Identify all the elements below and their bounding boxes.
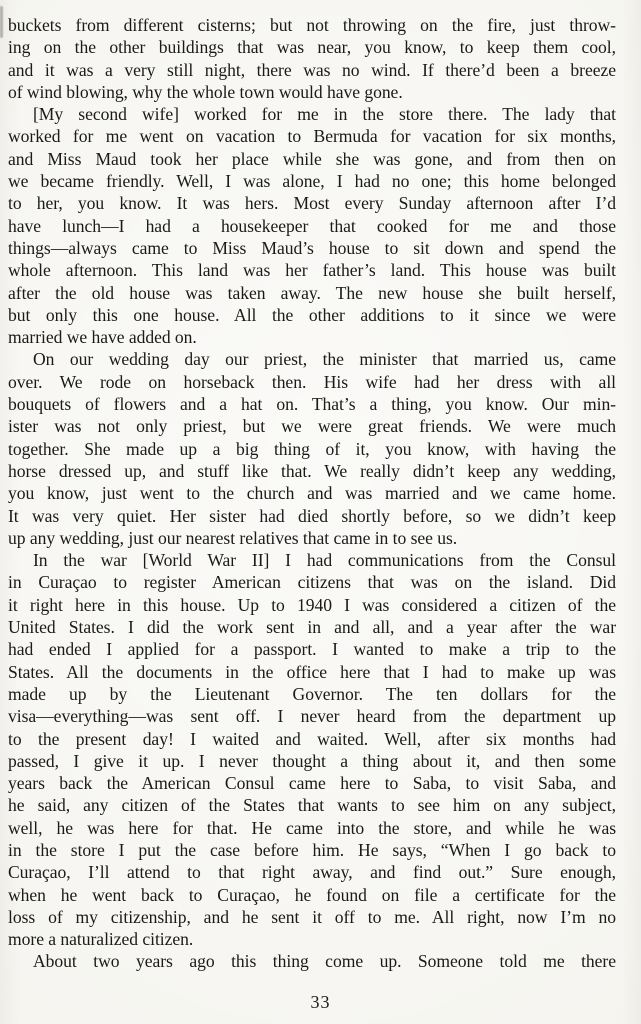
text-line: when he went back to Curaçao, he found on file a certificate for the: [8, 884, 616, 905]
paragraph: [8, 14, 616, 103]
text-line: About two years ago this thing come up. Someone told me there: [33, 951, 616, 972]
page-number: 33: [310, 992, 331, 1012]
text-line: but only this one house. All the other additions to it since we were: [8, 304, 616, 325]
text-line: he said, any citizen of the States that wants to see him on any subject,: [8, 795, 616, 816]
paragraph: [8, 103, 616, 348]
scan-edge-artifact: [0, 6, 3, 38]
text-line: things—always came to Miss Maud’s house to sit down and spend the: [8, 237, 616, 258]
text-line: passed, I give it up. I never thought a thing about it, and then some: [8, 750, 616, 771]
text-line: United States. I did the work sent in and all, and a year after the war: [8, 617, 616, 638]
text-line: married we have added on.: [8, 327, 197, 348]
text-line: in Curaçao to register American citizens that was on the island. Did: [8, 572, 616, 593]
text-line: horse dressed up, and stuff like that. We really didn’t keep any wedding,: [8, 460, 616, 481]
text-line: have lunch—I had a housekeeper that cooked for me and those: [8, 215, 616, 236]
text-line: in the store I put the case before him. He says, “When I go back to: [8, 839, 616, 860]
text-line: and it was a very still night, there was no wind. If there’d been a breeze: [8, 59, 616, 80]
paragraph: [8, 348, 616, 549]
text-line: ing on the other buildings that was near, you know, to keep them cool,: [8, 37, 616, 58]
text-line: ister was not only priest, but we were great friends. We were much: [8, 416, 616, 437]
text-line: [My second wife] worked for me in the store there. The lady that: [33, 104, 616, 125]
text-line: more a naturalized citizen.: [8, 929, 194, 950]
text-line: up any wedding, just our nearest relatives that came in to see us.: [8, 527, 458, 548]
text-line: well, he was here for that. He came into the store, and while he was: [8, 817, 616, 838]
text-line: over. We rode on horseback then. His wife had her dress with all: [8, 371, 616, 392]
text-line: buckets from different cisterns; but not throwing on the fire, just throw-: [8, 15, 616, 35]
paragraph: [8, 950, 616, 972]
text-line: had ended I applied for a passport. I wanted to make a trip to the: [8, 639, 616, 660]
text-line: years back the American Consul came here to Saba, to visit Saba, and: [8, 773, 616, 794]
text-line: loss of my citizenship, and he sent it off to me. All right, now I’m no: [8, 906, 616, 927]
paragraph: [8, 549, 616, 950]
text-line: whole afternoon. This land was her father’s land. This house was built: [8, 260, 616, 281]
text-line: It was very quiet. Her sister had died shortly before, so we didn’t keep: [8, 505, 616, 526]
text-line: bouquets of flowers and a hat on. That’s a thing, you know. Our min-: [8, 394, 616, 415]
text-line: In the war [World War II] I had communications from the Consul: [33, 550, 616, 571]
text-line: made up by the Lieutenant Governor. The ten dollars for the: [8, 683, 616, 704]
text-line: to the present day! I waited and waited. Well, after six months had: [8, 728, 616, 749]
text-line: to her, you know. It was hers. Most every Sunday afternoon after I’d: [8, 193, 616, 214]
text-line: visa—everything—was sent off. I never heard from the department up: [8, 706, 616, 727]
text-line: we became friendly. Well, I was alone, I had no one; this home belonged: [8, 171, 616, 192]
text-line: worked for me went on vacation to Bermuda for vacation for six months,: [8, 126, 616, 147]
text-line: and Miss Maud took her place while she was gone, and from then on: [8, 148, 616, 169]
text-line: together. She made up a big thing of it, you know, with having the: [8, 438, 616, 459]
text-line: of wind blowing, why the whole town would have gone.: [8, 81, 403, 102]
text-line: On our wedding day our priest, the minister that married us, came: [33, 349, 616, 370]
text-line: Curaçao, I’ll attend to that right away, and find out.” Sure enough,: [8, 862, 616, 883]
text-line: States. All the documents in the office here that I had to make up was: [8, 661, 616, 682]
text-line: you know, just went to the church and was married and we came home.: [8, 483, 616, 504]
text-line: it right here in this house. Up to 1940 I was considered a citizen of the: [8, 594, 616, 615]
page-text: [8, 0, 616, 973]
text-line: after the old house was taken away. The new house she built herself,: [8, 282, 616, 303]
